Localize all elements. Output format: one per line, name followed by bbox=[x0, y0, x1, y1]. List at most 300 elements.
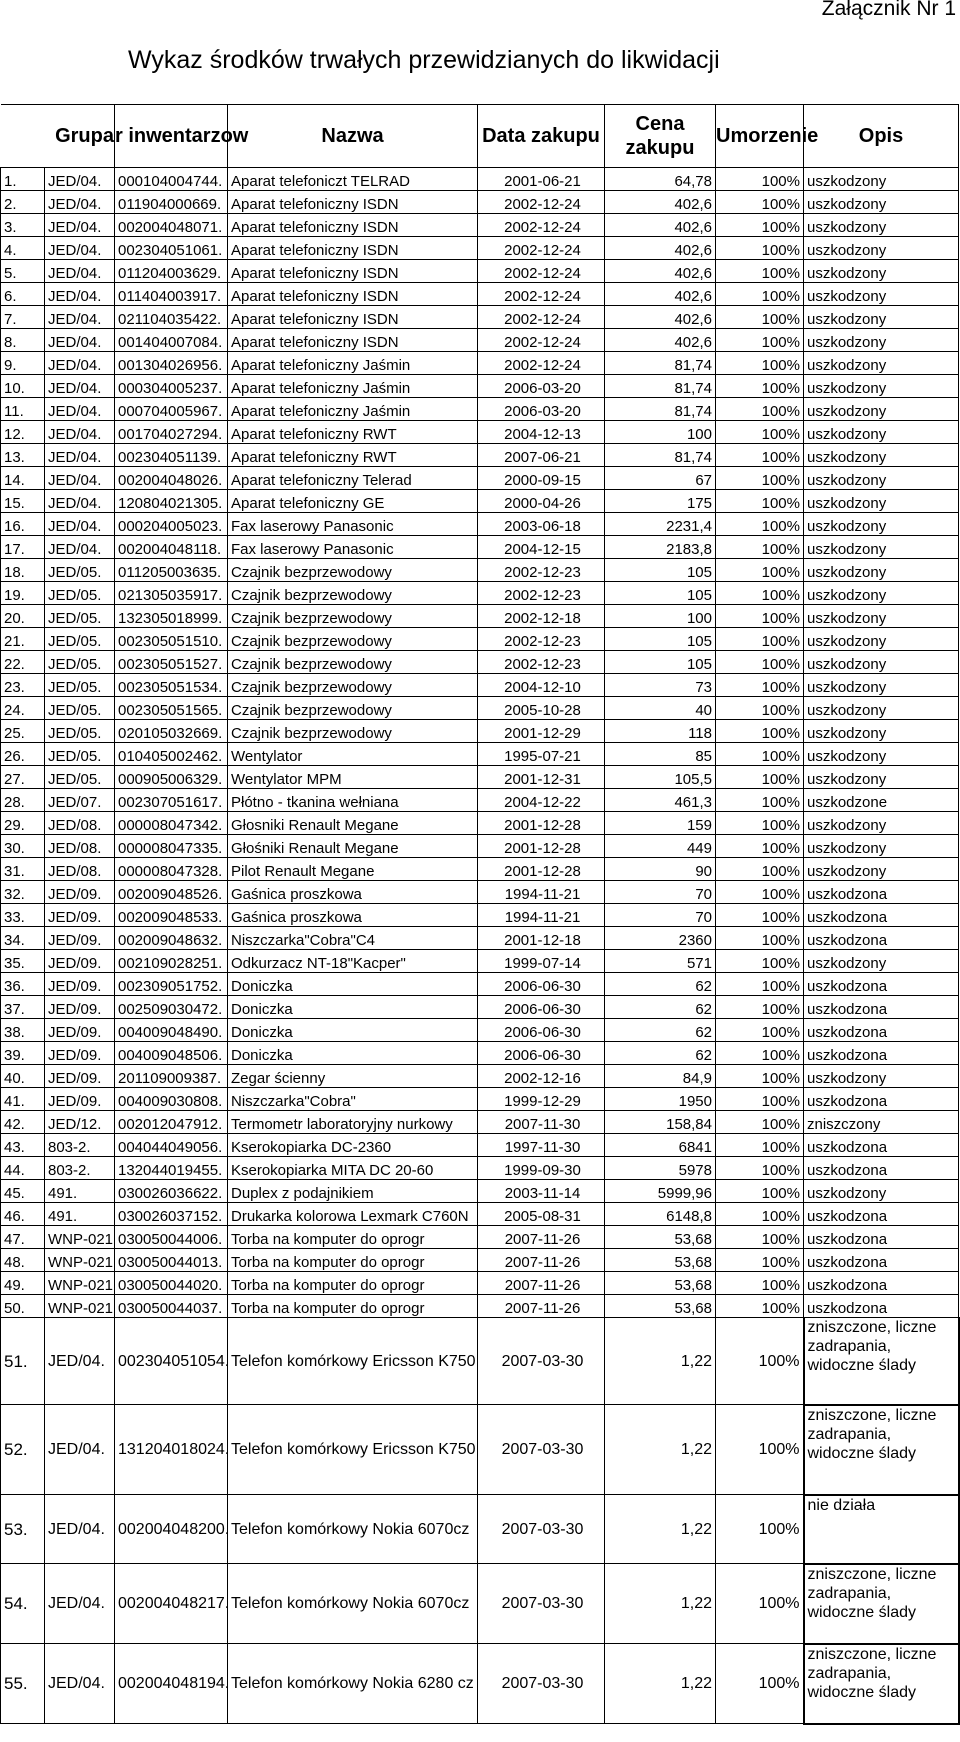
row-purchase-date: 2007-03-30 bbox=[478, 1644, 605, 1724]
row-group: JED/04. bbox=[45, 191, 115, 214]
row-number: 18. bbox=[1, 559, 45, 582]
table-row bbox=[1, 1495, 959, 1564]
row-purchase-price: 62 bbox=[605, 996, 716, 1019]
row-depreciation: 100% bbox=[716, 996, 804, 1019]
table-row bbox=[1, 1042, 959, 1065]
table-row bbox=[1, 605, 959, 628]
row-number: 13. bbox=[1, 444, 45, 467]
row-purchase-date: 2002-12-24 bbox=[478, 214, 605, 237]
row-depreciation: 100% bbox=[716, 812, 804, 835]
row-depreciation: 100% bbox=[716, 1295, 804, 1318]
row-description: uszkodzony bbox=[804, 651, 959, 674]
table-row bbox=[1, 513, 959, 536]
row-depreciation: 100% bbox=[716, 1088, 804, 1111]
row-purchase-price: 1,22 bbox=[605, 1495, 716, 1564]
row-purchase-date: 2005-08-31 bbox=[478, 1203, 605, 1226]
row-number: 2. bbox=[1, 191, 45, 214]
row-group: JED/04. bbox=[45, 1318, 115, 1405]
row-depreciation: 100% bbox=[716, 352, 804, 375]
row-depreciation: 100% bbox=[716, 214, 804, 237]
row-number: 1. bbox=[1, 168, 45, 191]
row-purchase-date: 2007-03-30 bbox=[478, 1495, 605, 1564]
row-inventory-number: 030026037152. bbox=[115, 1203, 228, 1226]
row-number: 35. bbox=[1, 950, 45, 973]
row-inventory-number: 002004048026. bbox=[115, 467, 228, 490]
row-purchase-date: 1999-09-30 bbox=[478, 1157, 605, 1180]
row-name: Wentylator MPM bbox=[228, 766, 478, 789]
table-row bbox=[1, 1272, 959, 1295]
row-number: 29. bbox=[1, 812, 45, 835]
row-description: uszkodzona bbox=[804, 1272, 959, 1295]
row-purchase-date: 2001-12-29 bbox=[478, 720, 605, 743]
row-group: JED/04. bbox=[45, 375, 115, 398]
row-depreciation: 100% bbox=[716, 1249, 804, 1272]
row-depreciation: 100% bbox=[716, 628, 804, 651]
row-group: JED/05. bbox=[45, 720, 115, 743]
row-inventory-number: 002309051752. bbox=[115, 973, 228, 996]
table-row bbox=[1, 743, 959, 766]
table-row bbox=[1, 1226, 959, 1249]
row-depreciation: 100% bbox=[716, 1065, 804, 1088]
row-description: uszkodzona bbox=[804, 1019, 959, 1042]
row-number: 45. bbox=[1, 1180, 45, 1203]
row-purchase-date: 2000-04-26 bbox=[478, 490, 605, 513]
row-purchase-price: 402,6 bbox=[605, 306, 716, 329]
row-inventory-number: 020105032669. bbox=[115, 720, 228, 743]
row-purchase-date: 2006-03-20 bbox=[478, 398, 605, 421]
row-depreciation: 100% bbox=[716, 444, 804, 467]
row-group: JED/09. bbox=[45, 973, 115, 996]
header-date: Data zakupu bbox=[478, 105, 605, 168]
row-group: 491. bbox=[45, 1180, 115, 1203]
row-name: Aparat telefoniczny ISDN bbox=[228, 283, 478, 306]
row-description: uszkodzona bbox=[804, 904, 959, 927]
row-inventory-number: 002305051534. bbox=[115, 674, 228, 697]
row-depreciation: 100% bbox=[716, 1180, 804, 1203]
row-inventory-number: 002004048217. bbox=[115, 1564, 228, 1644]
row-number: 51. bbox=[1, 1318, 45, 1405]
table-row bbox=[1, 835, 959, 858]
row-depreciation: 100% bbox=[716, 973, 804, 996]
row-inventory-number: 021104035422. bbox=[115, 306, 228, 329]
row-purchase-date: 2001-12-28 bbox=[478, 835, 605, 858]
row-group: JED/04. bbox=[45, 1495, 115, 1564]
row-depreciation: 100% bbox=[716, 1564, 804, 1644]
row-purchase-date: 2002-12-24 bbox=[478, 352, 605, 375]
row-purchase-price: 1,22 bbox=[605, 1405, 716, 1495]
row-purchase-price: 1,22 bbox=[605, 1564, 716, 1644]
row-number: 20. bbox=[1, 605, 45, 628]
row-inventory-number: 030050044020. bbox=[115, 1272, 228, 1295]
row-depreciation: 100% bbox=[716, 1042, 804, 1065]
row-purchase-price: 62 bbox=[605, 973, 716, 996]
row-group: JED/09. bbox=[45, 927, 115, 950]
row-number: 49. bbox=[1, 1272, 45, 1295]
table-row bbox=[1, 881, 959, 904]
row-number: 3. bbox=[1, 214, 45, 237]
row-group: JED/08. bbox=[45, 835, 115, 858]
row-number: 10. bbox=[1, 375, 45, 398]
table-row bbox=[1, 1405, 959, 1495]
row-purchase-price: 100 bbox=[605, 605, 716, 628]
row-inventory-number: 002004048118. bbox=[115, 536, 228, 559]
row-group: JED/05. bbox=[45, 559, 115, 582]
row-inventory-number: 002004048071. bbox=[115, 214, 228, 237]
row-purchase-price: 5999,96 bbox=[605, 1180, 716, 1203]
row-name: Zegar ścienny bbox=[228, 1065, 478, 1088]
row-group: JED/04. bbox=[45, 1405, 115, 1495]
row-description: uszkodzona bbox=[804, 881, 959, 904]
row-purchase-price: 461,3 bbox=[605, 789, 716, 812]
row-inventory-number: 030050044006. bbox=[115, 1226, 228, 1249]
table-row bbox=[1, 467, 959, 490]
row-purchase-price: 62 bbox=[605, 1019, 716, 1042]
row-group: JED/05. bbox=[45, 628, 115, 651]
table-row bbox=[1, 697, 959, 720]
row-group: JED/09. bbox=[45, 1065, 115, 1088]
table-row bbox=[1, 858, 959, 881]
row-group: JED/07. bbox=[45, 789, 115, 812]
row-description: zniszczony bbox=[804, 1111, 959, 1134]
row-description: uszkodzony bbox=[804, 375, 959, 398]
row-number: 43. bbox=[1, 1134, 45, 1157]
row-description: uszkodzony bbox=[804, 237, 959, 260]
row-number: 17. bbox=[1, 536, 45, 559]
row-name: Telefon komórkowy Nokia 6070cz bbox=[228, 1564, 478, 1644]
row-purchase-date: 2007-06-21 bbox=[478, 444, 605, 467]
row-purchase-date: 2001-12-28 bbox=[478, 812, 605, 835]
row-description: uszkodzony bbox=[804, 605, 959, 628]
row-description: uszkodzony bbox=[804, 858, 959, 881]
row-purchase-date: 2002-12-23 bbox=[478, 651, 605, 674]
row-name: Kserokopiarka DC-2360 bbox=[228, 1134, 478, 1157]
row-name: Torba na komputer do oprogr bbox=[228, 1226, 478, 1249]
row-name: Telefon komórkowy Ericsson K750 bbox=[228, 1405, 478, 1495]
row-depreciation: 100% bbox=[716, 720, 804, 743]
row-description: zniszczone, liczne zadrapania, widoczne ślady bbox=[804, 1564, 959, 1644]
row-purchase-date: 2006-03-20 bbox=[478, 375, 605, 398]
row-number: 39. bbox=[1, 1042, 45, 1065]
row-description: uszkodzony bbox=[804, 950, 959, 973]
row-purchase-date: 2004-12-15 bbox=[478, 536, 605, 559]
row-number: 41. bbox=[1, 1088, 45, 1111]
row-number: 48. bbox=[1, 1249, 45, 1272]
row-name: Gaśnica proszkowa bbox=[228, 881, 478, 904]
table-row bbox=[1, 766, 959, 789]
row-depreciation: 100% bbox=[716, 467, 804, 490]
table-row bbox=[1, 1157, 959, 1180]
row-inventory-number: 011404003917. bbox=[115, 283, 228, 306]
row-purchase-price: 81,74 bbox=[605, 352, 716, 375]
row-name: Głośniki Renault Megane bbox=[228, 835, 478, 858]
row-group: JED/05. bbox=[45, 766, 115, 789]
row-depreciation: 100% bbox=[716, 260, 804, 283]
row-purchase-price: 67 bbox=[605, 467, 716, 490]
row-name: Czajnik bezprzewodowy bbox=[228, 674, 478, 697]
row-description: uszkodzony bbox=[804, 720, 959, 743]
row-purchase-date: 2002-12-24 bbox=[478, 306, 605, 329]
row-purchase-date: 2004-12-10 bbox=[478, 674, 605, 697]
row-group: JED/05. bbox=[45, 697, 115, 720]
row-inventory-number: 000704005967. bbox=[115, 398, 228, 421]
row-inventory-number: 120804021305. bbox=[115, 490, 228, 513]
row-name: Doniczka bbox=[228, 996, 478, 1019]
row-name: Pilot Renault Megane bbox=[228, 858, 478, 881]
row-purchase-date: 2006-06-30 bbox=[478, 1042, 605, 1065]
row-inventory-number: 000905006329. bbox=[115, 766, 228, 789]
row-inventory-number: 000204005023. bbox=[115, 513, 228, 536]
page-title: Wykaz środków trwałych przewidzianych do likwidacji bbox=[128, 46, 720, 74]
row-name: Doniczka bbox=[228, 1042, 478, 1065]
row-purchase-date: 2004-12-13 bbox=[478, 421, 605, 444]
row-purchase-price: 158,84 bbox=[605, 1111, 716, 1134]
row-number: 54. bbox=[1, 1564, 45, 1644]
row-purchase-price: 90 bbox=[605, 858, 716, 881]
row-group: JED/05. bbox=[45, 651, 115, 674]
row-number: 34. bbox=[1, 927, 45, 950]
row-group: JED/05. bbox=[45, 582, 115, 605]
assets-table bbox=[0, 104, 960, 1725]
row-inventory-number: 030050044013. bbox=[115, 1249, 228, 1272]
row-purchase-price: 2360 bbox=[605, 927, 716, 950]
row-purchase-date: 2007-03-30 bbox=[478, 1318, 605, 1405]
row-purchase-price: 175 bbox=[605, 490, 716, 513]
row-group: 803-2. bbox=[45, 1157, 115, 1180]
row-number: 40. bbox=[1, 1065, 45, 1088]
row-number: 36. bbox=[1, 973, 45, 996]
row-number: 50. bbox=[1, 1295, 45, 1318]
row-group: JED/04. bbox=[45, 536, 115, 559]
row-group: JED/04. bbox=[45, 444, 115, 467]
row-depreciation: 100% bbox=[716, 1495, 804, 1564]
row-description: uszkodzony bbox=[804, 628, 959, 651]
row-group: JED/09. bbox=[45, 996, 115, 1019]
row-inventory-number: 021305035917. bbox=[115, 582, 228, 605]
row-depreciation: 100% bbox=[716, 582, 804, 605]
row-depreciation: 100% bbox=[716, 237, 804, 260]
row-purchase-date: 2007-11-26 bbox=[478, 1295, 605, 1318]
row-depreciation: 100% bbox=[716, 697, 804, 720]
table-row bbox=[1, 1318, 959, 1405]
row-purchase-date: 2002-12-24 bbox=[478, 191, 605, 214]
row-purchase-price: 81,74 bbox=[605, 398, 716, 421]
row-name: Aparat telefoniczny Jaśmin bbox=[228, 352, 478, 375]
row-name: Czajnik bezprzewodowy bbox=[228, 628, 478, 651]
row-group: JED/04. bbox=[45, 1644, 115, 1724]
row-purchase-date: 2002-12-16 bbox=[478, 1065, 605, 1088]
row-name: Torba na komputer do oprogr bbox=[228, 1272, 478, 1295]
row-description: uszkodzona bbox=[804, 1088, 959, 1111]
row-description: uszkodzona bbox=[804, 1249, 959, 1272]
row-description: uszkodzona bbox=[804, 1203, 959, 1226]
row-purchase-price: 105 bbox=[605, 651, 716, 674]
row-group: JED/08. bbox=[45, 858, 115, 881]
row-name: Torba na komputer do oprogr bbox=[228, 1295, 478, 1318]
row-description: uszkodzona bbox=[804, 996, 959, 1019]
row-group: JED/08. bbox=[45, 812, 115, 835]
row-inventory-number: 002109028251. bbox=[115, 950, 228, 973]
row-description: uszkodzony bbox=[804, 467, 959, 490]
row-purchase-date: 2002-12-23 bbox=[478, 582, 605, 605]
row-group: JED/09. bbox=[45, 904, 115, 927]
row-group: JED/04. bbox=[45, 306, 115, 329]
row-description: uszkodzona bbox=[804, 927, 959, 950]
row-purchase-price: 70 bbox=[605, 904, 716, 927]
row-description: uszkodzony bbox=[804, 582, 959, 605]
row-purchase-price: 100 bbox=[605, 421, 716, 444]
row-inventory-number: 004009048506. bbox=[115, 1042, 228, 1065]
row-purchase-date: 2006-06-30 bbox=[478, 973, 605, 996]
row-description: uszkodzony bbox=[804, 490, 959, 513]
row-purchase-date: 2002-12-24 bbox=[478, 260, 605, 283]
row-number: 24. bbox=[1, 697, 45, 720]
row-name: Termometr laboratoryjny nurkowy bbox=[228, 1111, 478, 1134]
row-purchase-price: 84,9 bbox=[605, 1065, 716, 1088]
row-purchase-date: 2002-12-24 bbox=[478, 237, 605, 260]
row-purchase-price: 64,78 bbox=[605, 168, 716, 191]
table-row bbox=[1, 973, 959, 996]
row-name: Czajnik bezprzewodowy bbox=[228, 582, 478, 605]
row-purchase-price: 70 bbox=[605, 881, 716, 904]
row-inventory-number: 000008047335. bbox=[115, 835, 228, 858]
row-number: 27. bbox=[1, 766, 45, 789]
row-number: 44. bbox=[1, 1157, 45, 1180]
row-depreciation: 100% bbox=[716, 950, 804, 973]
row-purchase-date: 2007-03-30 bbox=[478, 1564, 605, 1644]
row-depreciation: 100% bbox=[716, 1019, 804, 1042]
row-group: JED/04. bbox=[45, 467, 115, 490]
row-purchase-price: 85 bbox=[605, 743, 716, 766]
table-row bbox=[1, 283, 959, 306]
table-row bbox=[1, 421, 959, 444]
row-description: uszkodzona bbox=[804, 1157, 959, 1180]
row-inventory-number: 004009030808. bbox=[115, 1088, 228, 1111]
row-number: 55. bbox=[1, 1644, 45, 1724]
row-number: 53. bbox=[1, 1495, 45, 1564]
row-inventory-number: 002004048194. bbox=[115, 1644, 228, 1724]
row-inventory-number: 001404007084. bbox=[115, 329, 228, 352]
header-price-line1: Cena bbox=[635, 113, 685, 135]
row-number: 32. bbox=[1, 881, 45, 904]
table-row bbox=[1, 260, 959, 283]
row-purchase-price: 53,68 bbox=[605, 1272, 716, 1295]
row-name: Aparat telefoniczt TELRAD bbox=[228, 168, 478, 191]
row-name: Niszczarka"Cobra" bbox=[228, 1088, 478, 1111]
row-number: 22. bbox=[1, 651, 45, 674]
row-description: uszkodzony bbox=[804, 168, 959, 191]
row-inventory-number: 002009048526. bbox=[115, 881, 228, 904]
row-group: JED/04. bbox=[45, 260, 115, 283]
row-purchase-date: 2004-12-22 bbox=[478, 789, 605, 812]
table-row bbox=[1, 1111, 959, 1134]
row-number: 4. bbox=[1, 237, 45, 260]
row-purchase-date: 1994-11-21 bbox=[478, 881, 605, 904]
row-purchase-price: 62 bbox=[605, 1042, 716, 1065]
row-purchase-price: 1,22 bbox=[605, 1644, 716, 1724]
row-name: Czajnik bezprzewodowy bbox=[228, 720, 478, 743]
row-number: 14. bbox=[1, 467, 45, 490]
row-name: Aparat telefoniczny ISDN bbox=[228, 306, 478, 329]
table-row bbox=[1, 950, 959, 973]
table-row bbox=[1, 1088, 959, 1111]
row-number: 46. bbox=[1, 1203, 45, 1226]
row-purchase-date: 1997-11-30 bbox=[478, 1134, 605, 1157]
table-row bbox=[1, 490, 959, 513]
table-row bbox=[1, 904, 959, 927]
row-purchase-price: 2183,8 bbox=[605, 536, 716, 559]
row-inventory-number: 002009048533. bbox=[115, 904, 228, 927]
row-description: uszkodzony bbox=[804, 260, 959, 283]
row-description: uszkodzony bbox=[804, 1180, 959, 1203]
row-depreciation: 100% bbox=[716, 513, 804, 536]
row-inventory-number: 001704027294. bbox=[115, 421, 228, 444]
header-description: Opis bbox=[804, 105, 959, 168]
row-inventory-number: 000304005237. bbox=[115, 375, 228, 398]
row-group: WNP-021 bbox=[45, 1249, 115, 1272]
row-purchase-date: 2003-11-14 bbox=[478, 1180, 605, 1203]
row-description: uszkodzony bbox=[804, 536, 959, 559]
row-purchase-price: 81,74 bbox=[605, 375, 716, 398]
row-group: JED/09. bbox=[45, 881, 115, 904]
row-name: Doniczka bbox=[228, 973, 478, 996]
row-group: JED/04. bbox=[45, 490, 115, 513]
row-description: uszkodzony bbox=[804, 329, 959, 352]
table-row bbox=[1, 628, 959, 651]
row-name: Aparat telefoniczny Telerad bbox=[228, 467, 478, 490]
row-depreciation: 100% bbox=[716, 651, 804, 674]
row-description: zniszczone, liczne zadrapania, widoczne ślady bbox=[804, 1644, 959, 1724]
row-purchase-date: 1995-07-21 bbox=[478, 743, 605, 766]
row-name: Fax laserowy Panasonic bbox=[228, 536, 478, 559]
table-row bbox=[1, 1203, 959, 1226]
row-purchase-date: 2006-06-30 bbox=[478, 1019, 605, 1042]
row-purchase-price: 53,68 bbox=[605, 1226, 716, 1249]
row-depreciation: 100% bbox=[716, 858, 804, 881]
row-inventory-number: 002307051617. bbox=[115, 789, 228, 812]
row-name: Fax laserowy Panasonic bbox=[228, 513, 478, 536]
row-inventory-number: 002009048632. bbox=[115, 927, 228, 950]
row-group: JED/04. bbox=[45, 1564, 115, 1644]
row-name: Gaśnica proszkowa bbox=[228, 904, 478, 927]
row-inventory-number: 131204018024. bbox=[115, 1405, 228, 1495]
row-name: Czajnik bezprzewodowy bbox=[228, 651, 478, 674]
row-number: 28. bbox=[1, 789, 45, 812]
row-inventory-number: 001304026956. bbox=[115, 352, 228, 375]
table-row bbox=[1, 789, 959, 812]
table-row bbox=[1, 214, 959, 237]
row-purchase-price: 159 bbox=[605, 812, 716, 835]
row-inventory-number: 030026036622. bbox=[115, 1180, 228, 1203]
row-purchase-date: 2007-11-26 bbox=[478, 1226, 605, 1249]
row-description: zniszczone, liczne zadrapania, widoczne ślady bbox=[804, 1405, 959, 1495]
table-row bbox=[1, 812, 959, 835]
table-row bbox=[1, 927, 959, 950]
row-inventory-number: 002305051565. bbox=[115, 697, 228, 720]
row-inventory-number: 004044049056. bbox=[115, 1134, 228, 1157]
row-group: JED/05. bbox=[45, 674, 115, 697]
table-row bbox=[1, 168, 959, 191]
row-depreciation: 100% bbox=[716, 881, 804, 904]
row-inventory-number: 011204003629. bbox=[115, 260, 228, 283]
row-number: 15. bbox=[1, 490, 45, 513]
row-inventory-number: 002304051061. bbox=[115, 237, 228, 260]
table-row bbox=[1, 1249, 959, 1272]
row-description: uszkodzony bbox=[804, 812, 959, 835]
row-purchase-price: 402,6 bbox=[605, 214, 716, 237]
row-purchase-price: 105 bbox=[605, 582, 716, 605]
row-inventory-number: 000008047342. bbox=[115, 812, 228, 835]
row-group: JED/04. bbox=[45, 214, 115, 237]
